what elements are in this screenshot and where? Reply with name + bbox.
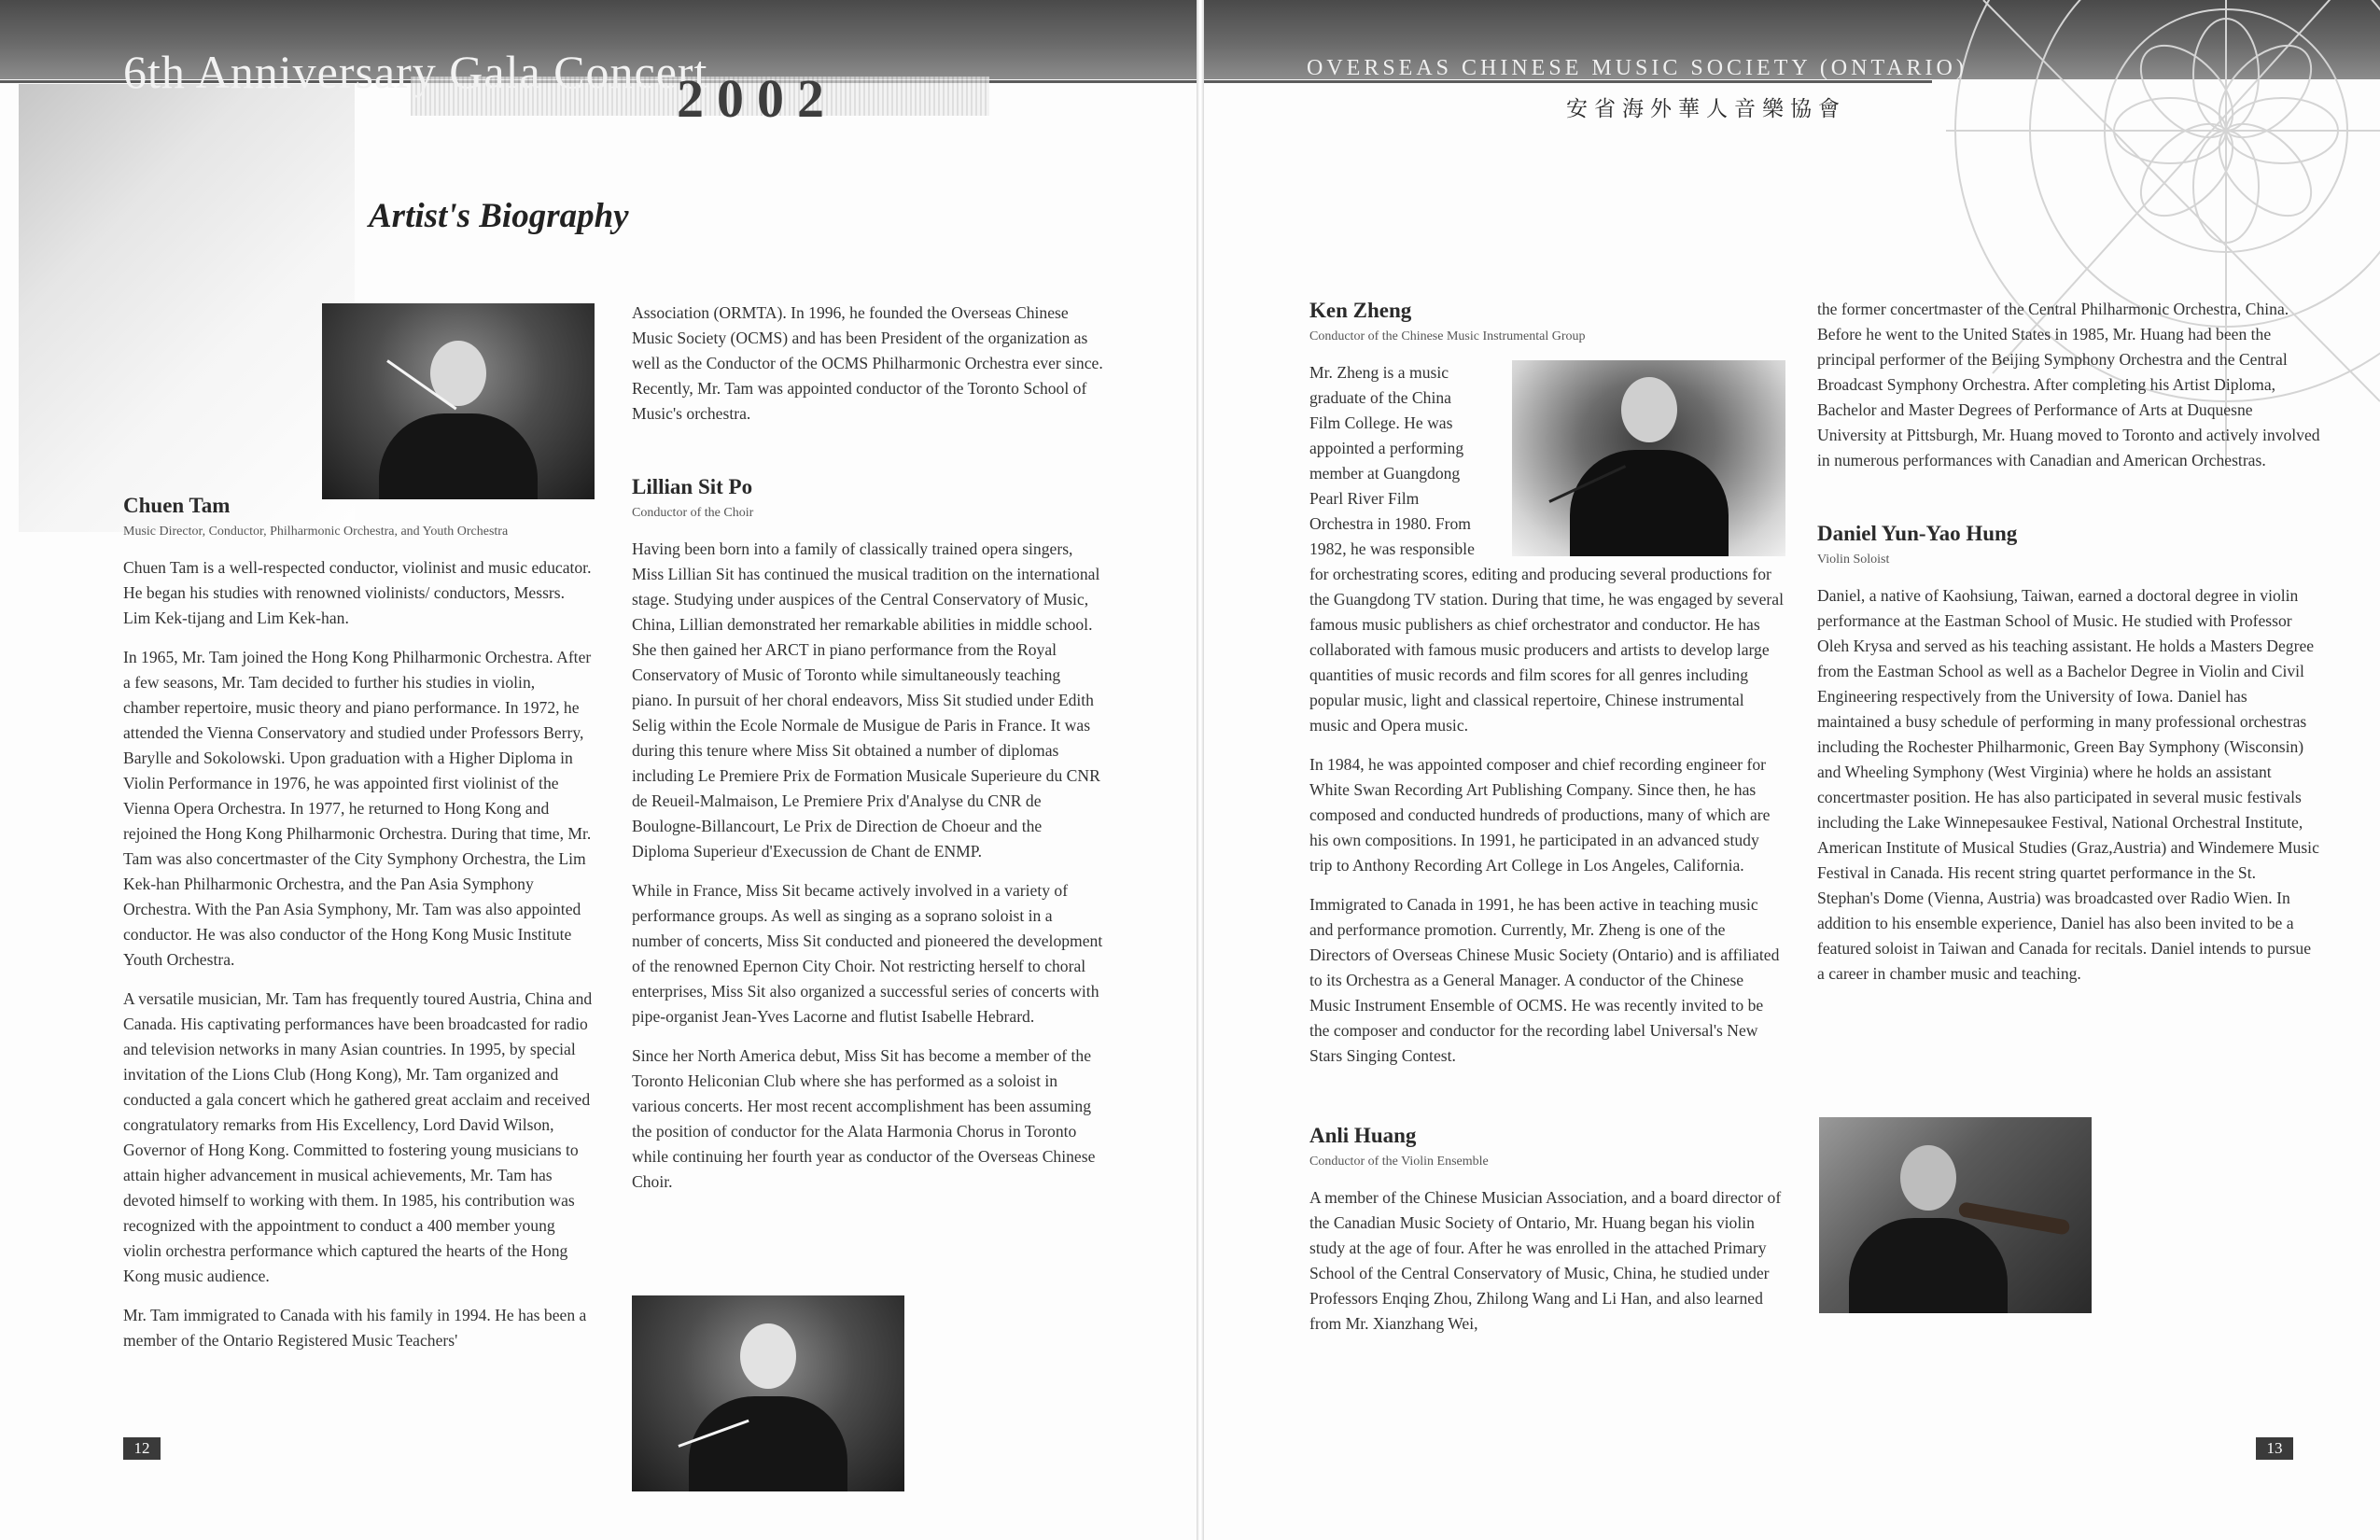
artist-role: Conductor of the Choir xyxy=(632,506,754,520)
bio-paragraph: Mr. Tam immigrated to Canada with his family in 1994. He has been a member of the Ontario Registered Music Teachers' xyxy=(123,1306,587,1350)
singer-figure xyxy=(689,1323,847,1491)
bio-paragraph: Mr. Zheng is a music graduate of the China Film College. He was appointed a performing member at Guangdong Pearl River Film Orchestra in 1980. From 1982, he was responsible for orchestrating scores, editing and producing several productions for the Guangdong TV station. During that time, he was engaged by several famous music publishers as chief orchestrator and conductor. He has collaborated with famous music producers and artists to develop large quantities of music records and film scores for all genres including popular music, light and classical repertoire, Chinese instrumental music and Opera music. xyxy=(1309,363,1784,735)
decorative-collage xyxy=(19,84,355,532)
column-three xyxy=(1309,297,1785,1351)
bio-paragraph: Immigrated to Canada in 1991, he has been active in teaching music and performance promotion. Currently, Mr. Zheng is one of the Directors of Overseas Chinese Music Society (Ontario) and is affiliated to its Orchestra as a General Manager. A conductor of the Chinese Music Instrument Ensemble of OCMS. He was recently invited to be the composer and conductor for the recording label Universal's New Stars Singing Contest. xyxy=(1309,895,1780,1065)
artist-name: Lillian Sit Po xyxy=(632,475,753,498)
artist-name: Chuen Tam xyxy=(123,494,231,517)
right-page xyxy=(1204,0,2380,1540)
bio-paragraph: A versatile musician, Mr. Tam has frequently toured Austria, China and Canada. His captivating performances have been broadcasted for radio and television networks in many Asian countries. In 1995, by special invitation of the Lions Club (Hong Kong), Mr. Tam organized and conducted a gala concert which he gathered great acclaim and received congratulatory remarks from His Excellency, Lord David Wilson, Governor of Hong Kong. Committed to fostering young musicians to attain higher advancement in musical achievements, Mr. Tam has devoted himself to working with them. In 1985, his contribution was recognized with the appointment to conduct a 400 member young violin orchestra performance which captured the hearts of the Hong Kong music audience. xyxy=(123,989,593,1285)
page-gutter xyxy=(1197,0,1204,1540)
violinist-figure xyxy=(1849,1145,2008,1313)
artist-name: Anli Huang xyxy=(1309,1124,1417,1147)
chuen-tam-bio xyxy=(123,492,595,1367)
conductor-figure xyxy=(1570,377,1729,556)
bio-paragraph: A member of the Chinese Musician Association, and a board director of the Canadian Music Society of Ontario, Mr. Huang began his violin study at the age of four. After he was enrolled in the attached Primary School of the Central Conservatory of Music, China, he studied under Professors Enqing Zhou, Zhilong Wang and Li Han, and also learned from Mr. Xianzhang Wei, xyxy=(1309,1188,1782,1333)
chuen-tam-photo xyxy=(322,303,595,499)
concert-year: 2002 xyxy=(677,68,837,129)
bio-paragraph: Association (ORMTA). In 1996, he founded the Overseas Chinese Music Society (OCMS) and has been President of the organization as well as the Conductor of the OCMS Philharmonic Orchestra ever since. Recently, Mr. Tam was appointed conductor of the Toronto School of Music's orchestra. xyxy=(632,303,1103,423)
conductor-figure xyxy=(379,341,538,499)
bio-paragraph: In 1965, Mr. Tam joined the Hong Kong Philharmonic Orchestra. After a few seasons, Mr. Tam decided to further his studies in violin, chamber repertoire, music theory and piano performance. In 1972, he attended the Vienna Conservatory and studied under Professors Berry, Barylle and Sokolowski. Upon graduation with a Higher Diploma in Violin Performance in 1976, he was appointed first violinist of the Vienna Opera Orchestra. In 1977, he returned to Hong Kong and rejoined the Hong Kong Philharmonic Orchestra. During that time, Mr. Tam was also concertmaster of the City Symphony Orchestra, the Lim Kek-han Philharmonic Orchestra, and the Pan Asia Symphony Orchestra. With the Pan Asia Symphony, Mr. Tam was also appointed conductor. He was also conductor of the Hong Kong Music Institute Youth Orchestra. xyxy=(123,648,592,969)
organization-title: OVERSEAS CHINESE MUSIC SOCIETY (ONTARIO) xyxy=(1307,56,1967,80)
artist-role: Music Director, Conductor, Philharmonic Orchestra, and Youth Orchestra xyxy=(123,525,509,539)
bio-paragraph: While in France, Miss Sit became actively involved in a variety of performance groups. As well as singing as a soprano soloist in a number of concerts, Miss Sit conducted and pioneered the development of the renowned Epernon City Choir. Not restricting herself to choral enterprises, Miss Sit also organized a successful series of concerts with pipe-organist Jean-Yves Lacorne and flutist Isabelle Hebrard. xyxy=(632,881,1103,1026)
bio-paragraph: Daniel, a native of Kaohsiung, Taiwan, earned a doctoral degree in violin performance at the Eastman School of Music. He studied with Professor Oleh Krysa and served as his teaching assistant. He holds a Masters Degree from the Eastman School as well as a Bachelor Degree in Violin and Civil Engineering respectively from the University of Iowa. Daniel has maintained a busy schedule of performing in many professional orchestras including the Rochester Philharmonic, Green Bay Symphony (Wisconsin) and Wheeling Symphony (West Virginia) where he holds an assistant concertmaster position. He has also participated in several music festivals including the Lake Winnepesaukee Festival, National Orchestral Institute, American Institute of Musical Studies (Graz,Austria) and Windemere Music Festival in Canada. His recent string quartet performance in the St. Stephan's Dome (Vienna, Austria) was broadcasted over Radio Wien. In addition to his ensemble experience, Daniel has also been invited to be a featured soloist in Taiwan and Canada for recitals. Daniel intends to pursue a career in chamber music and teaching. xyxy=(1817,586,2319,983)
page-number: 13 xyxy=(2256,1437,2293,1460)
bio-paragraph: Chuen Tam is a well-respected conductor, violinist and music educator. He began his studies with renowned violinists/ conductors, Messrs. Lim Kek-tijang and Lim Kek-han. xyxy=(123,558,592,627)
column-two xyxy=(632,301,1103,1209)
bio-paragraph: Having been born into a family of classically trained opera singers, Miss Lillian Sit has continued the musical tradition on the international stage. Studying under auspices of the Central Conservatory of Music, China, Lillian demonstrated her remarkable abilities in middle school. She then gained her ARCT in piano performance from the Royal Conservatory of Music of Toronto while simultaneously teaching piano. In pursuit of her choral endeavors, Miss Sit studied under Edith Selig within the Ecole Normale de Musigue de Paris in France. It was during this tenure where Miss Sit obtained a number of diplomas including Le Premiere Prix de Formation Musicale Superieure du CNR de Reueil-Malmaison, Le Premiere Prix d'Analyse du CNR de Boulogne-Billancourt, Le Prix de Direction de Choeur and the Diploma Superieur d'Execussion de Chant de ENMP. xyxy=(632,539,1100,861)
concert-title: 6th Anniversary Gala Concert xyxy=(123,46,708,98)
artist-role: Conductor of the Violin Ensemble xyxy=(1309,1155,1489,1169)
lillian-sit-photo xyxy=(632,1295,904,1491)
artist-role: Violin Soloist xyxy=(1817,553,1890,567)
artist-name: Daniel Yun-Yao Hung xyxy=(1817,522,2018,545)
bio-paragraph: Since her North America debut, Miss Sit has become a member of the Toronto Heliconian Club where she has performed as a soloist in various concerts. Her most recent accomplishment has been assuming the position of conductor for the Alata Harmonia Chorus in Toronto while continuing her fourth year as conductor of the Overseas Chinese Choir. xyxy=(632,1046,1096,1191)
page-number: 12 xyxy=(123,1437,161,1460)
ken-zheng-photo xyxy=(1512,360,1785,556)
bio-paragraph: In 1984, he was appointed composer and chief recording engineer for White Swan Recording Art Publishing Company. Since then, he has composed and conducted hundreds of productions, many of which are his own compositions. In 1991, he participated in an advanced study trip to Anthony Recording Art College in Los Angeles, California. xyxy=(1309,755,1771,875)
organization-title-chinese: 安省海外華人音樂協會 xyxy=(1566,97,1846,121)
section-title: Artist's Biography xyxy=(369,197,629,235)
column-four xyxy=(1817,297,2321,1001)
bio-paragraph: the former concertmaster of the Central Philharmonic Orchestra, China. Before he went to the United States in 1985, Mr. Huang had been the principal performer of the Beijing Symphony Orchestra and the Central Broadcast Symphony Orchestra. After completing his Artist Diploma, Bachelor and Master Degrees of Performance of Arts at Duquesne University at Pittsburgh, Mr. Huang moved to Toronto and actively involved in numerous performances with Canadian and American Orchestras. xyxy=(1817,300,2320,469)
artist-name: Ken Zheng xyxy=(1309,299,1412,322)
daniel-hung-photo xyxy=(1819,1117,2092,1313)
artist-role: Conductor of the Chinese Music Instrumental Group xyxy=(1309,329,1586,343)
